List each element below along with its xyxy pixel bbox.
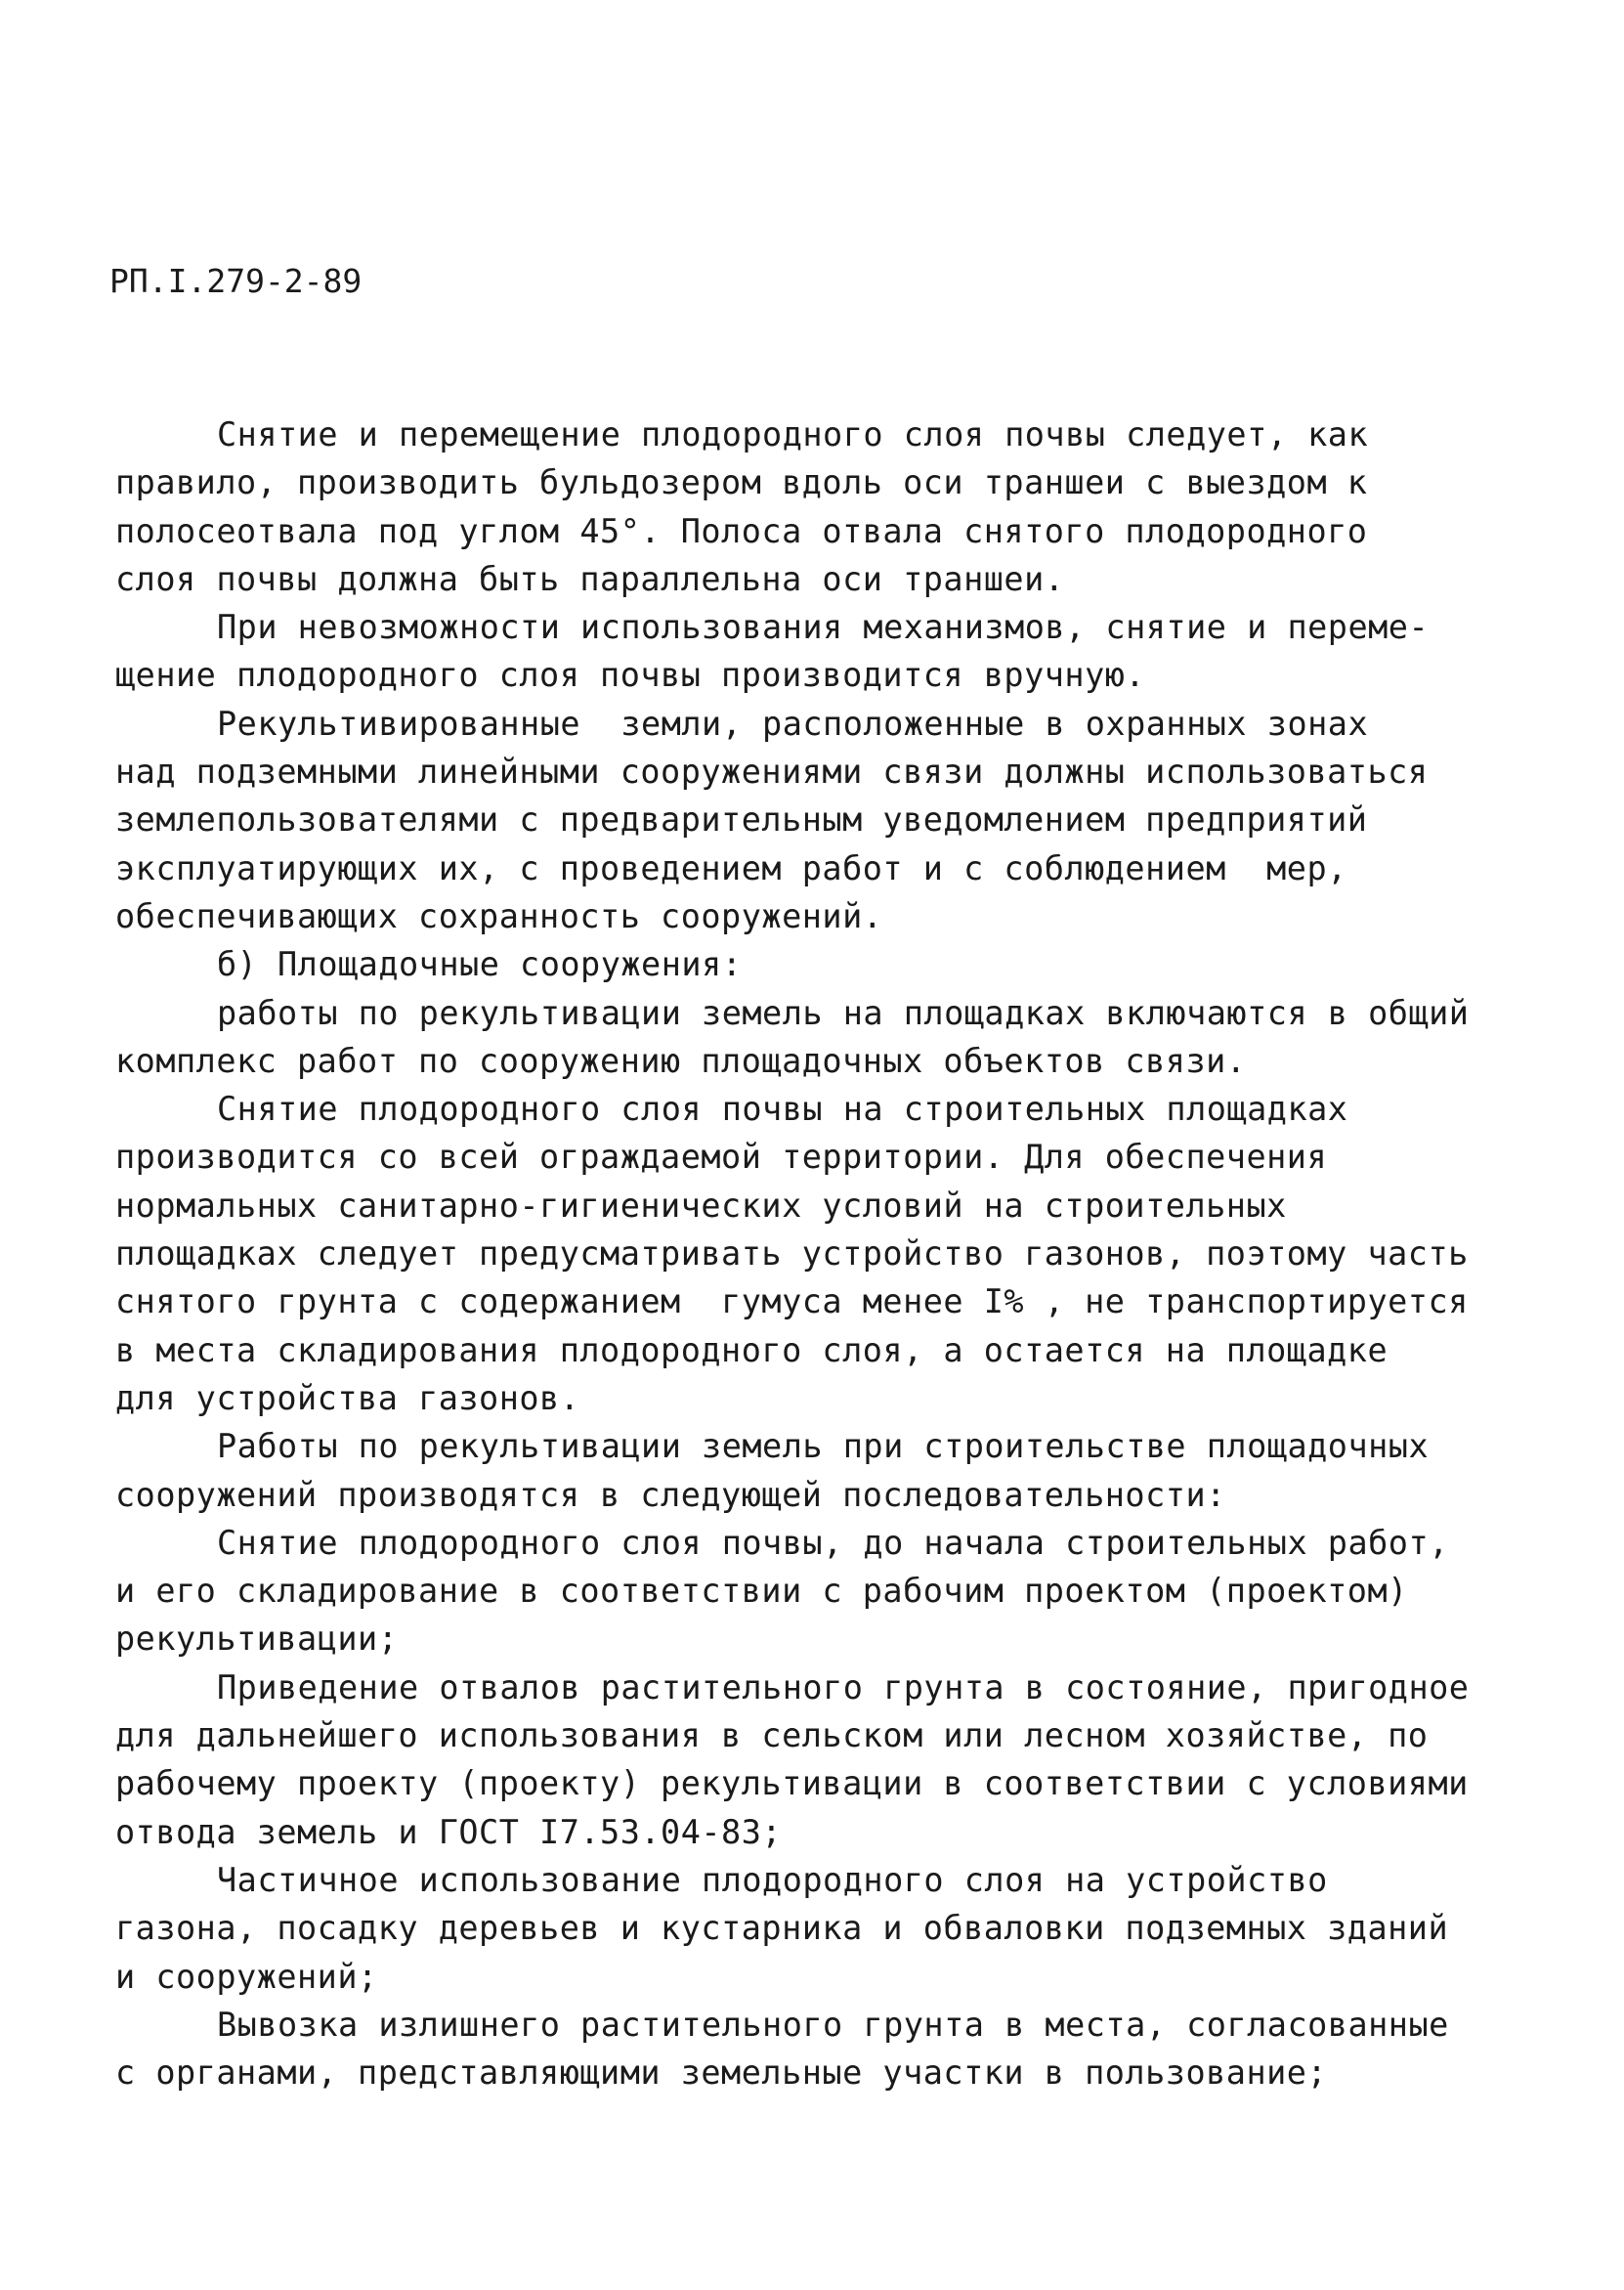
text-line: обеспечивающих сохранность сооружений. bbox=[115, 896, 883, 935]
text-line: площадках следует предусматривать устройство газонов, поэтому часть bbox=[115, 1234, 1469, 1274]
text-line: Работы по рекультивации земель при строительстве площадочных bbox=[217, 1427, 1430, 1466]
text-line: и его складирование в соответствии с рабочим проектом (проектом) bbox=[115, 1572, 1408, 1611]
text-line: сооружений производятся в следующей последовательности: bbox=[115, 1475, 1226, 1514]
text-line: снятого грунта с содержанием гумуса менее I% , не транспортируется bbox=[115, 1282, 1469, 1321]
text-line: б) Площадочные сооружения: bbox=[217, 945, 743, 984]
text-line: комплекс работ по сооружению площадочных объектов связи. bbox=[115, 1041, 1247, 1080]
text-line: полосеотвала под углом 45°. Полоса отвала снятого плодородного bbox=[115, 511, 1368, 550]
text-line: в места складирования плодородного слоя, а остается на площадке bbox=[115, 1330, 1389, 1369]
text-line: Снятие плодородного слоя почвы, до начала строительных работ, bbox=[217, 1523, 1449, 1562]
text-line: землепользователями с предварительным уведомлением предприятий bbox=[115, 800, 1368, 840]
text-line: рабочему проекту (проекту) рекультивации в соответствии с условиями bbox=[115, 1764, 1469, 1803]
text-line: газона, посадку деревьев и кустарника и обваловки подземных зданий bbox=[115, 1909, 1449, 1948]
text-line: Частичное использование плодородного слоя на устройство bbox=[217, 1860, 1328, 1899]
text-line: щение плодородного слоя почвы производится вручную. bbox=[115, 656, 1146, 695]
text-line: слоя почвы должна быть параллельна оси траншеи. bbox=[115, 559, 1065, 598]
text-line: с органами, представляющими земельные участки в пользование; bbox=[115, 2053, 1328, 2093]
text-line: При невозможности использования механизмов, снятие и переме- bbox=[217, 608, 1430, 647]
text-line: Снятие и перемещение плодородного слоя почвы следует, как bbox=[217, 415, 1369, 454]
text-line: и сооружений; bbox=[115, 1957, 378, 1996]
text-line: над подземными линейными сооружениями связи должны использоваться bbox=[115, 753, 1429, 792]
text-line: нормальных санитарно-гигиенических условий на строительных bbox=[115, 1186, 1287, 1225]
text-line: для устройства газонов. bbox=[115, 1378, 580, 1417]
text-line: Приведение отвалов растительного грунта в состояние, пригодное bbox=[217, 1667, 1470, 1707]
document-code: РП.I.279-2-89 bbox=[109, 262, 363, 300]
document-body bbox=[115, 410, 1503, 2096]
text-line: рекультивации; bbox=[115, 1620, 399, 1659]
text-line: Снятие плодородного слоя почвы на строительных площадках bbox=[217, 1090, 1348, 1129]
text-line: работы по рекультивации земель на площадках включаются в общий bbox=[217, 993, 1470, 1032]
text-line: для дальнейшего использования в сельском или лесном хозяйстве, по bbox=[115, 1716, 1429, 1755]
text-line: отвода земель и ГОСТ I7.53.04-83; bbox=[115, 1812, 783, 1851]
text-line: производится со всей ограждаемой территории. Для обеспечения bbox=[115, 1138, 1328, 1177]
text-line: эксплуатирующих их, с проведением работ и с соблюдением мер, bbox=[115, 848, 1347, 887]
text-line: правило, производить бульдозером вдоль оси траншеи с выездом к bbox=[115, 463, 1368, 502]
text-line: Рекультивированные земли, расположенные в охранных зонах bbox=[217, 704, 1369, 743]
text-line: Вывозка излишнего растительного грунта в места, согласованные bbox=[217, 2005, 1449, 2044]
